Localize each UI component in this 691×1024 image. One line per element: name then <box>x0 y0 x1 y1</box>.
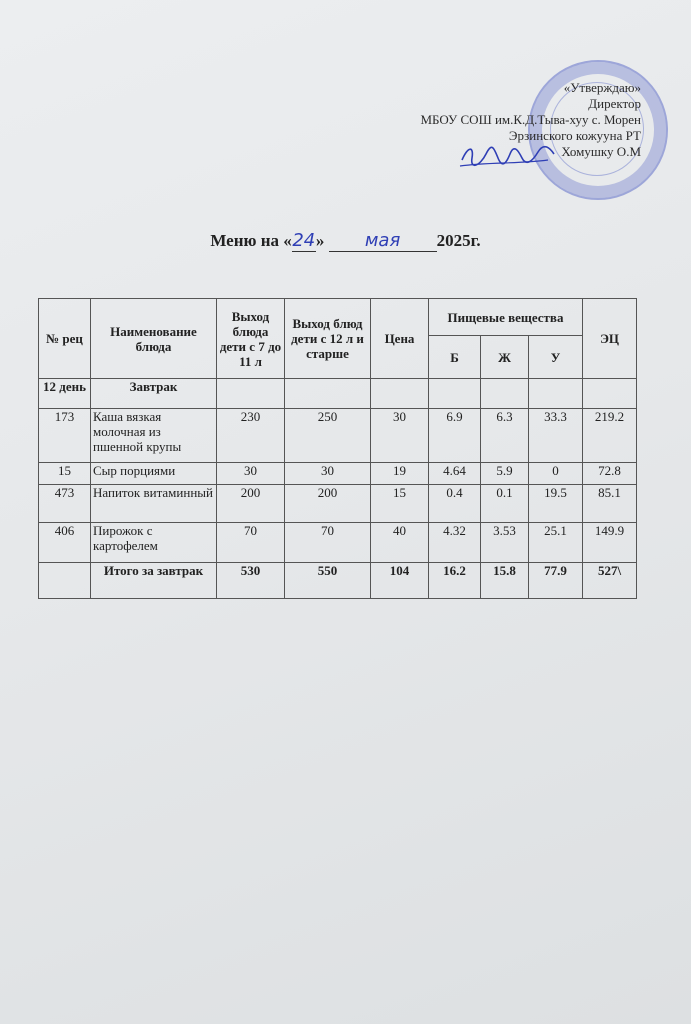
cell-b: 4.32 <box>429 523 481 563</box>
approval-block <box>321 80 641 160</box>
cell-zh: 0.1 <box>481 485 529 523</box>
table-row <box>39 485 637 523</box>
cell-num: 473 <box>39 485 91 523</box>
section-row <box>39 379 637 409</box>
title-month: мая <box>364 230 401 251</box>
cell-u: 19.5 <box>529 485 583 523</box>
cell-out12: 250 <box>285 409 371 463</box>
cell-ec: 149.9 <box>583 523 637 563</box>
title-prefix: Меню на « <box>210 231 292 250</box>
cell-num: 15 <box>39 463 91 485</box>
approval-line-approve: «Утверждаю» <box>563 80 641 95</box>
header-out12: Выход блюд дети с 12 л и старше <box>285 299 371 379</box>
cell-out7: 30 <box>217 463 285 485</box>
total-b: 16.2 <box>429 563 481 599</box>
header-b: Б <box>429 336 481 379</box>
cell-b: 0.4 <box>429 485 481 523</box>
cell-zh: 5.9 <box>481 463 529 485</box>
approval-line-director-name: Хомушку О.М <box>561 144 641 159</box>
cell-b: 6.9 <box>429 409 481 463</box>
page-title <box>0 230 691 252</box>
approval-line-school: МБОУ СОШ им.К.Д.Тыва-хуу с. Морен <box>420 112 641 127</box>
total-ec: 527\ <box>583 563 637 599</box>
cell-u: 25.1 <box>529 523 583 563</box>
title-suffix: 2025г. <box>436 231 481 250</box>
cell-num: 406 <box>39 523 91 563</box>
cell-u: 33.3 <box>529 409 583 463</box>
approval-line-position: Директор <box>588 96 641 111</box>
header-zh: Ж <box>481 336 529 379</box>
approval-line-district: Эрзинского кожууна РТ <box>508 128 641 143</box>
header-out7: Выход блюда дети с 7 до 11 л <box>217 299 285 379</box>
cell-out7: 70 <box>217 523 285 563</box>
cell-out7: 230 <box>217 409 285 463</box>
header-name: Наименование блюда <box>91 299 217 379</box>
cell-price: 19 <box>371 463 429 485</box>
cell-price: 40 <box>371 523 429 563</box>
header-nutrients: Пищевые вещества <box>429 299 583 336</box>
section-day: 12 день <box>39 379 91 409</box>
total-out12: 550 <box>285 563 371 599</box>
cell-b: 4.64 <box>429 463 481 485</box>
title-day: 24 <box>292 230 316 251</box>
cell-u: 0 <box>529 463 583 485</box>
cell-zh: 6.3 <box>481 409 529 463</box>
title-quote-close: » <box>315 231 325 250</box>
cell-name: Пирожок с картофелем <box>91 523 217 563</box>
table-row <box>39 463 637 485</box>
header-u: У <box>529 336 583 379</box>
cell-name: Напиток витаминный <box>91 485 217 523</box>
cell-price: 15 <box>371 485 429 523</box>
cell-ec: 219.2 <box>583 409 637 463</box>
cell-out12: 30 <box>285 463 371 485</box>
cell-out12: 200 <box>285 485 371 523</box>
total-row <box>39 563 637 599</box>
total-u: 77.9 <box>529 563 583 599</box>
total-out7: 530 <box>217 563 285 599</box>
title-month-blank <box>329 230 437 252</box>
total-label: Итого за завтрак <box>91 563 217 599</box>
cell-num: 173 <box>39 409 91 463</box>
menu-table <box>38 298 637 599</box>
cell-price: 30 <box>371 409 429 463</box>
cell-zh: 3.53 <box>481 523 529 563</box>
header-price: Цена <box>371 299 429 379</box>
total-zh: 15.8 <box>481 563 529 599</box>
cell-ec: 85.1 <box>583 485 637 523</box>
title-day-blank <box>292 230 316 252</box>
header-num: № рец <box>39 299 91 379</box>
table-header-row <box>39 299 637 336</box>
cell-name: Каша вязкая молочная из пшенной крупы <box>91 409 217 463</box>
total-price: 104 <box>371 563 429 599</box>
cell-name: Сыр порциями <box>91 463 217 485</box>
cell-out12: 70 <box>285 523 371 563</box>
table-row <box>39 523 637 563</box>
table-row <box>39 409 637 463</box>
section-meal: Завтрак <box>91 379 217 409</box>
cell-ec: 72.8 <box>583 463 637 485</box>
header-ec: ЭЦ <box>583 299 637 379</box>
cell-out7: 200 <box>217 485 285 523</box>
